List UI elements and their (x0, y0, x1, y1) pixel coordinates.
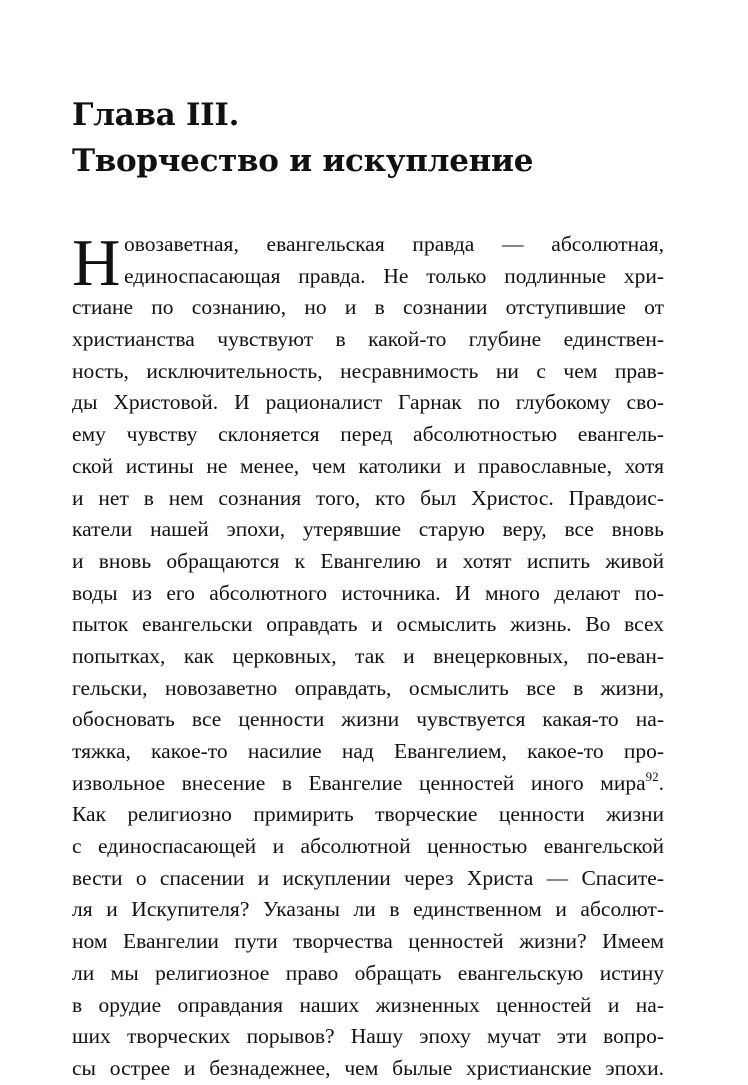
chapter-heading (72, 92, 692, 184)
text-line: ли мы религиозное право обращать евангельскую истину (72, 960, 664, 985)
text-line: стиане по сознанию, но и в сознании отступившие от (72, 295, 664, 320)
text-line: ном Евангелии пути творчества ценностей жизни? Имеем (72, 929, 664, 954)
text-line: и нет в нем сознания того, кто был Христос. Правдоис- (72, 485, 664, 510)
chapter-number: Глава III. (72, 97, 240, 133)
text-line: пыток евангельски оправдать и осмыслить жизнь. Во всех (72, 612, 664, 637)
text-line-with-footnote (72, 768, 664, 800)
text-line: в орудие оправдания наших жизненных ценностей и на- (72, 992, 664, 1017)
text-line: сы острее и безнадежнее, чем былые христианские эпохи. (72, 1055, 664, 1080)
text-line: и вновь обращаются к Евангелию и хотят испить живой (72, 548, 664, 573)
text-line: гельски, новозаветно оправдать, осмыслить все в жизни, (72, 675, 664, 700)
text-line: ля и Искупителя? Указаны ли в единственном и абсолют- (72, 897, 664, 922)
text-line: единоспасающая правда. Не только подлинные хри- (124, 263, 664, 288)
text-line: тяжка, какое-то насилие над Евангелием, какое-то про- (72, 739, 664, 763)
text-line: попытках, как церковных, так и внецерковных, по-еван- (72, 643, 664, 668)
footnote-reference[interactable]: 92 (645, 768, 659, 784)
text-line: ших творческих порывов? Нашу эпоху мучат эти вопро- (72, 1024, 664, 1049)
text-line-content: извольное внесение в Евангелие ценностей иного мира (72, 770, 646, 795)
body-paragraph (72, 226, 664, 1085)
text-line: ность, исключительность, несравнимость ни с чем прав- (72, 358, 664, 383)
text-line: обосновать все ценности жизни чувствуется какая-то на- (72, 707, 664, 732)
text-line: с единоспасающей и абсолютной ценностью евангельской (72, 834, 664, 859)
text-line: ской истины не менее, чем католики и православные, хотя (72, 453, 664, 478)
text-line: вести о спасении и искуплении через Христа — Спасите- (72, 865, 664, 890)
text-line: воды из его абсолютного источника. И много делают по- (72, 580, 664, 605)
text-line: Как религиозно примирить творческие ценности жизни (72, 802, 664, 827)
text-line: катели нашей эпохи, утерявшие старую веру, все вновь (72, 517, 664, 542)
chapter-title: Творчество и искупление (72, 143, 534, 179)
drop-cap: Н (72, 226, 121, 300)
text-line: ему чувству склоняется перед абсолютностью евангель- (72, 422, 664, 447)
sentence-period: . (658, 770, 664, 795)
text-line: овозаветная, евангельская правда — абсолютная, (124, 232, 664, 256)
text-line: христианства чувствуют в какой-то глубине единствен- (72, 327, 664, 352)
text-line: ды Христовой. И рационалист Гарнак по глубокому сво- (72, 390, 664, 415)
